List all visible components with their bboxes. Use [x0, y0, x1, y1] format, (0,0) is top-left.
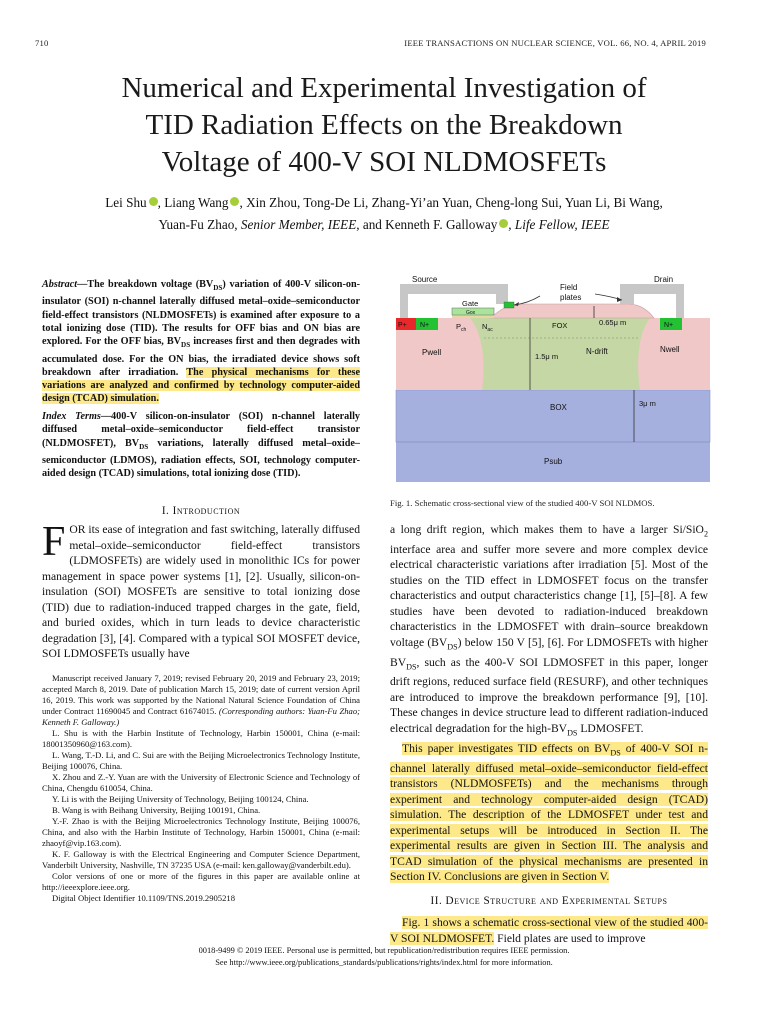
label-pch: $P_{ch}$ [456, 322, 467, 333]
drain-plate-drop [620, 294, 634, 304]
index-terms-text: variations, laterally diffused metal–oxide–semiconductor (LDMOS), radiation effects, SOI, technology computer-aided design (TCAD) simulations, total ionizing dose (TID). [42, 437, 360, 480]
paragraph-3: Fig. 1 shows a schematic cross-sectional view of the studied 400-V SOI NLDMOSFET. Field plates are used to improve [390, 916, 708, 945]
label-p-plus: P+ [398, 322, 407, 329]
highlighted-text: This paper investigates TID effects on $BV_{DS}$ of 400-V SOI n-channel laterally diffused metal–oxide–semiconductor field-effect transistors (NLDMOSFETs) and the mechanisms through experiment and technology computer-aided design (TCAD) simulation. The description of the LDMOSFET under test and experimental setups will be introduced in Section II. The experimental results are given in Section III. The analysis and TCAD simulation of the physical mechanisms are presented in Section IV. Conclusions are given in Section V. [390, 741, 708, 884]
abstract [42, 278, 360, 406]
author-names: , Xin Zhou, Tong-De Li, Zhang-Yi’an Yuan, Cheng-long Sui, Yuan Li, Bi Wang, [239, 195, 663, 210]
subscript: DS [139, 442, 149, 451]
figure-1 [390, 272, 716, 488]
label-nac: $N_{ac}$ [482, 322, 493, 333]
footnote: Color versions of one or more of the figures in this paper are available online at http://ieeexplore.ieee.org. [42, 871, 360, 892]
footnote: Y. Li is with the Beijing University of Technology, Beijing 100124, China. [52, 794, 309, 804]
footnote: L. Wang, T.-D. Li, and C. Sui are with the Beijing Microelectronics Technology Institute, Beijing 100076, China. [42, 750, 360, 771]
label-n-plus-left: N+ [420, 322, 430, 329]
drain-field-plate [620, 284, 684, 294]
title-line-1: Numerical and Experimental Investigation of [121, 72, 647, 104]
label-fox: FOX [552, 321, 568, 330]
index-terms [42, 410, 360, 481]
index-terms-text: 400-V silicon-on-insulator (SOI) n-channel laterally diffused metal–oxide–semiconductor field-effect transistor (NLDMOSFET), BV [42, 411, 360, 449]
footnote-doi: Digital Object Identifier 10.1109/TNS.2019.2905218 [52, 893, 235, 903]
field-plate-contact [504, 302, 514, 308]
label-gox: Gox [466, 310, 476, 316]
box-region [396, 390, 710, 442]
label-psub: Psub [544, 457, 563, 466]
author-list-line-1 [40, 194, 728, 212]
abstract-text: ) variation of 400-V silicon-on-insulator (SOI) n-channel laterally diffused metal–oxide–semiconductor field-effect transistors (NLDMOSFETs) is examined after exposure to a total ionizing dose (TID). The results for OFF bias and ON bias are explored. For the OFF bias, BV [42, 279, 360, 348]
abstract-label: Abstract [42, 279, 78, 290]
abstract-text: increases first and then degrades with accumulated dose. For the ON bias, the irradiated device shows soft breakdown after irradiation. [42, 336, 360, 378]
footnotes [42, 673, 360, 904]
paper-title [60, 70, 708, 181]
label-box: BOX [550, 403, 567, 412]
label-fox-thickness: 0.65μ m [599, 318, 627, 327]
title-line-2: TID Radiation Effects on the Breakdown [145, 109, 623, 141]
footnote: K. F. Galloway is with the Electrical Engineering and Computer Science Department, Vanderbilt University, Nashville, TN 37235 USA (e-mail: ken.galloway@vanderbilt.edu). [42, 849, 360, 870]
label-field-plates-1: Field [560, 283, 578, 292]
footnote: X. Zhou and Z.-Y. Yuan are with the University of Electronic Science and Technology of China, Chengdu 610054, China. [42, 772, 360, 793]
index-terms-label: Index Terms [42, 411, 101, 422]
footnote: Manuscript received January 7, 2019; revised February 20, 2019 and February 23, 2019; accepted March 8, 2019. Date of publication March 15, 2019; date of current version April 16, 2019. This work was supported by the National Natural Science Foundation of China under Contract 11690045 and Contract 61674015. [42, 673, 360, 716]
author-name: , Liang Wang [157, 195, 229, 210]
orcid-icon[interactable] [149, 197, 158, 206]
section-heading-device-structure: II. Device Structure and Experimental Setups [430, 894, 668, 907]
footnote: L. Shu is with the Harbin Institute of Technology, Harbin 150001, China (e-mail: 18001350960@163.com). [42, 728, 360, 749]
label-gate: Gate [462, 299, 479, 308]
index-terms-dash: — [100, 411, 112, 422]
author-role: , Life Fellow, IEEE [508, 217, 610, 232]
abstract-text: The breakdown voltage (BV [87, 279, 214, 290]
label-field-plates-2: plates [560, 293, 582, 302]
label-box-thickness: 3μ m [639, 399, 656, 408]
subscript: DS [213, 284, 223, 293]
highlighted-text: The physical mechanisms for these variations are analyzed and confirmed by technology computer-aided design (TCAD) simulation. [42, 366, 360, 405]
right-column-text [390, 522, 708, 946]
copyright-line: 0018-9499 © 2019 IEEE. Personal use is permitted, but republication/redistribution requires IEEE permission. [198, 946, 570, 955]
journal-header: IEEE TRANSACTIONS ON NUCLEAR SCIENCE, VOL. 66, NO. 4, APRIL 2019 [404, 38, 706, 48]
author-name: Yuan-Fu Zhao, [158, 217, 241, 232]
source-field-plate [400, 284, 508, 294]
page-number: 710 [35, 38, 49, 48]
paragraph-1: a long drift region, which makes them to have a larger Si/SiO$_2$ interface area and suffer more severe and more complex device electrical characteristic variations after irradiation [5]. Most of the studies on the TID effect in LDMOSFET focus on the transfer characteristics and output characteristics change [1], [5]–[8]. A few studies have been devoted to radiation-induced breakdown characteristics in the LDMOSFET with drain–source breakdown voltage $(BV_{DS})$ below 150 V [5], [6]. For LDMOSFETs with higher $BV_{DS}$, such as the 400-V SOI LDMOSFET in this paper, longer drift regions, reduced surface field (RESURF), and other techniques are introduced to improve the breakdown performance [9], [10]. These changes in device structure lead to different radiation-induced electrical degradation for the high-$BV_{DS}$ LDMOSFET. [390, 523, 708, 738]
intro-paragraph [42, 519, 360, 662]
label-drift-depth: 1.5μ m [535, 352, 559, 361]
abstract-dash: — [77, 279, 88, 290]
author-name: Lei Shu [105, 195, 147, 210]
paragraph-2 [390, 741, 708, 885]
label-pwell: Pwell [422, 348, 442, 357]
author-list-line-2 [40, 216, 728, 234]
label-drain: Drain [654, 275, 674, 284]
intro-text: OR its ease of integration and fast switching, laterally diffused metal–oxide–semiconductor field-effect transistors (LDMOSFETs) are widely used in monolithic ICs for power management in space power systems [1], [2]. Usually, silicon-on-insulation (SOI) MOSFETs are sensitive to total ionizing dose (TID) due to radiation-induced trapped charges in the gate, field, and buried oxides, which in turn leads to device characteristic degradation [3], [4]. Compared with a typical SOI MOSFET device, SOI LDMOSFETs usually have [42, 523, 360, 660]
label-source: Source [412, 275, 438, 284]
drop-cap: F [42, 519, 66, 565]
section-heading-introduction: I. Introduction [161, 505, 241, 517]
label-ndrift: N-drift [586, 347, 608, 356]
footnote: B. Wang is with Beihang University, Beijing 100191, China. [52, 805, 261, 815]
subscript: DS [181, 341, 191, 350]
figure-caption: Fig. 1. Schematic cross-sectional view of the studied 400-V SOI NLDMOS. [390, 498, 655, 508]
orcid-icon[interactable] [499, 219, 508, 228]
device-cross-section [390, 272, 716, 488]
author-role: Senior Member, IEEE [240, 217, 357, 232]
fox-region [490, 304, 654, 318]
author-name: , and Kenneth F. Galloway [356, 217, 498, 232]
rights-link-line: See http://www.ieee.org/publications_standards/publications/rights/index.html for more information. [215, 958, 553, 967]
label-n-plus-right: N+ [664, 322, 674, 329]
label-nwell: Nwell [660, 345, 680, 354]
title-line-3: Voltage of 400-V SOI NLDMOSFETs [161, 146, 607, 178]
highlighted-text: Fig. 1 shows a schematic cross-sectional view of the studied 400-V SOI NLDMOSFET. [390, 916, 708, 945]
footnote-corresponding: (Corresponding authors: Yuan-Fu Zhao; Kenneth F. Galloway.) [42, 706, 360, 727]
copyright-footer [42, 945, 726, 969]
footnote: Y.-F. Zhao is with the Beijing Microelectronics Technology Institute, Beijing 100076, China, and also with the Harbin Institute of Technology, Harbin 150001, China (e-mail: zhaoyf@vip.163.com). [42, 816, 360, 848]
